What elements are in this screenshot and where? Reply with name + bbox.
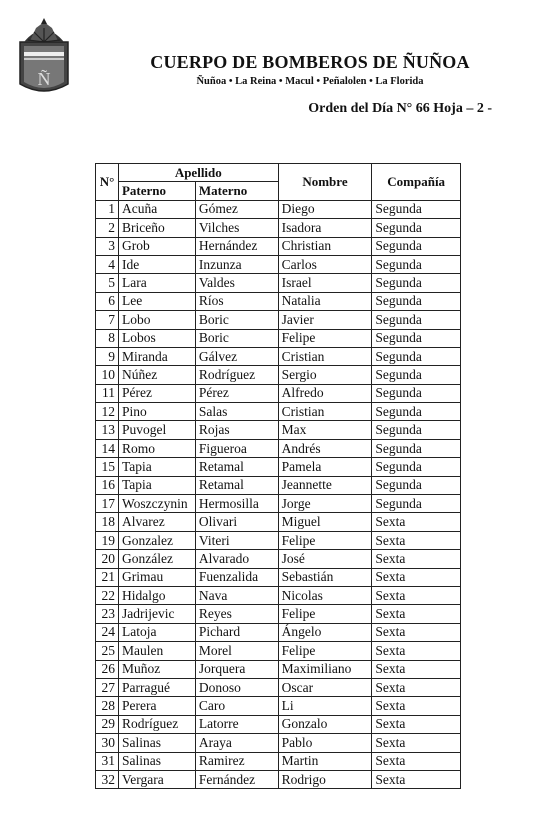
compania-cell: Sexta bbox=[372, 623, 461, 641]
table-row bbox=[96, 292, 461, 310]
materno-cell: Valdes bbox=[195, 274, 278, 292]
paterno-cell: Muñoz bbox=[118, 660, 195, 678]
compania-cell: Sexta bbox=[372, 586, 461, 604]
compania-cell: Sexta bbox=[372, 770, 461, 788]
nombre-cell: Jorge bbox=[278, 495, 372, 513]
nombre-cell: Javier bbox=[278, 311, 372, 329]
roster-body bbox=[96, 200, 461, 789]
compania-cell: Sexta bbox=[372, 697, 461, 715]
paterno-cell: Vergara bbox=[118, 770, 195, 788]
header-compania: Compañía bbox=[372, 164, 461, 201]
nombre-cell: Alfredo bbox=[278, 384, 372, 402]
materno-cell: Gálvez bbox=[195, 347, 278, 365]
materno-cell: Nava bbox=[195, 586, 278, 604]
row-number: 18 bbox=[96, 513, 119, 531]
materno-cell: Fuenzalida bbox=[195, 568, 278, 586]
row-number: 29 bbox=[96, 715, 119, 733]
paterno-cell: Ide bbox=[118, 255, 195, 273]
compania-cell: Sexta bbox=[372, 550, 461, 568]
materno-cell: Fernández bbox=[195, 770, 278, 788]
paterno-cell: Alvarez bbox=[118, 513, 195, 531]
compania-cell: Segunda bbox=[372, 495, 461, 513]
paterno-cell: Maulen bbox=[118, 642, 195, 660]
paterno-cell: Hidalgo bbox=[118, 586, 195, 604]
compania-cell: Segunda bbox=[372, 311, 461, 329]
row-number: 14 bbox=[96, 439, 119, 457]
row-number: 21 bbox=[96, 568, 119, 586]
paterno-cell: Acuña bbox=[118, 200, 195, 218]
paterno-cell: Lobo bbox=[118, 311, 195, 329]
table-row bbox=[96, 770, 461, 788]
nombre-cell: Natalia bbox=[278, 292, 372, 310]
table-row bbox=[96, 586, 461, 604]
materno-cell: Pichard bbox=[195, 623, 278, 641]
row-number: 15 bbox=[96, 458, 119, 476]
paterno-cell: Lobos bbox=[118, 329, 195, 347]
table-row bbox=[96, 219, 461, 237]
header-paterno: Paterno bbox=[118, 182, 195, 200]
order-of-day: Orden del Día N° 66 Hoja – 2 - bbox=[308, 101, 492, 116]
row-number: 22 bbox=[96, 586, 119, 604]
paterno-cell: González bbox=[118, 550, 195, 568]
paterno-cell: Romo bbox=[118, 439, 195, 457]
compania-cell: Segunda bbox=[372, 366, 461, 384]
table-row bbox=[96, 642, 461, 660]
nombre-cell: Max bbox=[278, 421, 372, 439]
paterno-cell: Tapia bbox=[118, 458, 195, 476]
materno-cell: Ríos bbox=[195, 292, 278, 310]
row-number: 32 bbox=[96, 770, 119, 788]
paterno-cell: Woszczynin bbox=[118, 495, 195, 513]
row-number: 2 bbox=[96, 219, 119, 237]
nombre-cell: Maximiliano bbox=[278, 660, 372, 678]
row-number: 23 bbox=[96, 605, 119, 623]
row-number: 30 bbox=[96, 734, 119, 752]
nombre-cell: Sergio bbox=[278, 366, 372, 384]
nombre-cell: Oscar bbox=[278, 678, 372, 696]
table-row bbox=[96, 623, 461, 641]
row-number: 9 bbox=[96, 347, 119, 365]
row-number: 24 bbox=[96, 623, 119, 641]
nombre-cell: Christian bbox=[278, 237, 372, 255]
table-row bbox=[96, 458, 461, 476]
nombre-cell: Felipe bbox=[278, 329, 372, 347]
nombre-cell: Gonzalo bbox=[278, 715, 372, 733]
nombre-cell: Pablo bbox=[278, 734, 372, 752]
paterno-cell: Perera bbox=[118, 697, 195, 715]
materno-cell: Jorquera bbox=[195, 660, 278, 678]
row-number: 17 bbox=[96, 495, 119, 513]
paterno-cell: Parragué bbox=[118, 678, 195, 696]
paterno-cell: Miranda bbox=[118, 347, 195, 365]
materno-cell: Olivari bbox=[195, 513, 278, 531]
compania-cell: Sexta bbox=[372, 531, 461, 549]
table-row bbox=[96, 237, 461, 255]
materno-cell: Caro bbox=[195, 697, 278, 715]
nombre-cell: Andrés bbox=[278, 439, 372, 457]
compania-cell: Segunda bbox=[372, 403, 461, 421]
row-number: 1 bbox=[96, 200, 119, 218]
row-number: 12 bbox=[96, 403, 119, 421]
table-row bbox=[96, 715, 461, 733]
materno-cell: Ramirez bbox=[195, 752, 278, 770]
materno-cell: Hernández bbox=[195, 237, 278, 255]
table-row bbox=[96, 697, 461, 715]
materno-cell: Retamal bbox=[195, 458, 278, 476]
paterno-cell: Grob bbox=[118, 237, 195, 255]
compania-cell: Segunda bbox=[372, 237, 461, 255]
nombre-cell: Cristian bbox=[278, 403, 372, 421]
materno-cell: Viteri bbox=[195, 531, 278, 549]
compania-cell: Sexta bbox=[372, 715, 461, 733]
page-title: CUERPO DE BOMBEROS DE ÑUÑOA bbox=[150, 52, 470, 72]
row-number: 13 bbox=[96, 421, 119, 439]
header-row bbox=[96, 164, 461, 182]
materno-cell: Figueroa bbox=[195, 439, 278, 457]
nombre-cell: Felipe bbox=[278, 531, 372, 549]
page-subtitle: Ñuñoa • La Reina • Macul • Peñalolen • La Florida bbox=[196, 76, 424, 87]
row-number: 27 bbox=[96, 678, 119, 696]
table-row bbox=[96, 550, 461, 568]
table-row bbox=[96, 495, 461, 513]
row-number: 28 bbox=[96, 697, 119, 715]
nombre-cell: Felipe bbox=[278, 605, 372, 623]
materno-cell: Reyes bbox=[195, 605, 278, 623]
row-number: 5 bbox=[96, 274, 119, 292]
row-number: 20 bbox=[96, 550, 119, 568]
compania-cell: Segunda bbox=[372, 255, 461, 273]
row-number: 25 bbox=[96, 642, 119, 660]
table-row bbox=[96, 311, 461, 329]
materno-cell: Gómez bbox=[195, 200, 278, 218]
paterno-cell: Puvogel bbox=[118, 421, 195, 439]
row-number: 8 bbox=[96, 329, 119, 347]
table-row bbox=[96, 605, 461, 623]
nombre-cell: Israel bbox=[278, 274, 372, 292]
table-row bbox=[96, 347, 461, 365]
compania-cell: Sexta bbox=[372, 642, 461, 660]
compania-cell: Segunda bbox=[372, 421, 461, 439]
paterno-cell: Lee bbox=[118, 292, 195, 310]
header-materno: Materno bbox=[195, 182, 278, 200]
row-number: 6 bbox=[96, 292, 119, 310]
paterno-cell: Jadrijevic bbox=[118, 605, 195, 623]
compania-cell: Segunda bbox=[372, 219, 461, 237]
paterno-cell: Briceño bbox=[118, 219, 195, 237]
nombre-cell: Carlos bbox=[278, 255, 372, 273]
compania-cell: Sexta bbox=[372, 605, 461, 623]
materno-cell: Rodríguez bbox=[195, 366, 278, 384]
compania-cell: Sexta bbox=[372, 568, 461, 586]
nombre-cell: Nicolas bbox=[278, 586, 372, 604]
table-row bbox=[96, 421, 461, 439]
table-row bbox=[96, 752, 461, 770]
nombre-cell: Sebastián bbox=[278, 568, 372, 586]
row-number: 3 bbox=[96, 237, 119, 255]
table-row bbox=[96, 439, 461, 457]
nombre-cell: Miguel bbox=[278, 513, 372, 531]
logo-letter: Ñ bbox=[37, 69, 51, 89]
header-nombre: Nombre bbox=[278, 164, 372, 201]
table-row bbox=[96, 200, 461, 218]
table-row bbox=[96, 366, 461, 384]
row-number: 7 bbox=[96, 311, 119, 329]
paterno-cell: Lara bbox=[118, 274, 195, 292]
nombre-cell: Cristian bbox=[278, 347, 372, 365]
materno-cell: Retamal bbox=[195, 476, 278, 494]
paterno-cell: Núñez bbox=[118, 366, 195, 384]
compania-cell: Sexta bbox=[372, 752, 461, 770]
table-row bbox=[96, 255, 461, 273]
table-row bbox=[96, 734, 461, 752]
materno-cell: Pérez bbox=[195, 384, 278, 402]
nombre-cell: Pamela bbox=[278, 458, 372, 476]
materno-cell: Vilches bbox=[195, 219, 278, 237]
nombre-cell: Isadora bbox=[278, 219, 372, 237]
nombre-cell: Li bbox=[278, 697, 372, 715]
nombre-cell: Felipe bbox=[278, 642, 372, 660]
compania-cell: Segunda bbox=[372, 274, 461, 292]
row-number: 11 bbox=[96, 384, 119, 402]
compania-cell: Segunda bbox=[372, 200, 461, 218]
compania-cell: Segunda bbox=[372, 458, 461, 476]
table-row bbox=[96, 384, 461, 402]
paterno-cell: Pérez bbox=[118, 384, 195, 402]
materno-cell: Morel bbox=[195, 642, 278, 660]
header-num: N° bbox=[96, 164, 119, 201]
table-row bbox=[96, 476, 461, 494]
paterno-cell: Salinas bbox=[118, 752, 195, 770]
table-row bbox=[96, 531, 461, 549]
nombre-cell: Rodrigo bbox=[278, 770, 372, 788]
nombre-cell: Martin bbox=[278, 752, 372, 770]
paterno-cell: Pino bbox=[118, 403, 195, 421]
fire-department-logo bbox=[16, 14, 72, 98]
shield-emblem-icon bbox=[16, 14, 72, 98]
compania-cell: Segunda bbox=[372, 384, 461, 402]
paterno-cell: Latoja bbox=[118, 623, 195, 641]
compania-cell: Sexta bbox=[372, 660, 461, 678]
table-row bbox=[96, 513, 461, 531]
table-row bbox=[96, 274, 461, 292]
materno-cell: Inzunza bbox=[195, 255, 278, 273]
compania-cell: Segunda bbox=[372, 439, 461, 457]
header-apellido: Apellido bbox=[118, 164, 278, 182]
compania-cell: Segunda bbox=[372, 292, 461, 310]
materno-cell: Boric bbox=[195, 329, 278, 347]
paterno-cell: Gonzalez bbox=[118, 531, 195, 549]
nombre-cell: José bbox=[278, 550, 372, 568]
compania-cell: Segunda bbox=[372, 476, 461, 494]
materno-cell: Latorre bbox=[195, 715, 278, 733]
table-row bbox=[96, 678, 461, 696]
materno-cell: Donoso bbox=[195, 678, 278, 696]
nombre-cell: Diego bbox=[278, 200, 372, 218]
materno-cell: Salas bbox=[195, 403, 278, 421]
materno-cell: Hermosilla bbox=[195, 495, 278, 513]
table-row bbox=[96, 329, 461, 347]
row-number: 16 bbox=[96, 476, 119, 494]
compania-cell: Segunda bbox=[372, 329, 461, 347]
compania-cell: Sexta bbox=[372, 678, 461, 696]
row-number: 19 bbox=[96, 531, 119, 549]
materno-cell: Alvarado bbox=[195, 550, 278, 568]
paterno-cell: Salinas bbox=[118, 734, 195, 752]
materno-cell: Araya bbox=[195, 734, 278, 752]
compania-cell: Sexta bbox=[372, 513, 461, 531]
paterno-cell: Rodríguez bbox=[118, 715, 195, 733]
compania-cell: Segunda bbox=[372, 347, 461, 365]
nombre-cell: Jeannette bbox=[278, 476, 372, 494]
roster-table bbox=[95, 163, 461, 789]
table-row bbox=[96, 403, 461, 421]
materno-cell: Rojas bbox=[195, 421, 278, 439]
row-number: 10 bbox=[96, 366, 119, 384]
paterno-cell: Grimau bbox=[118, 568, 195, 586]
table-row bbox=[96, 660, 461, 678]
table-row bbox=[96, 568, 461, 586]
row-number: 26 bbox=[96, 660, 119, 678]
paterno-cell: Tapia bbox=[118, 476, 195, 494]
row-number: 31 bbox=[96, 752, 119, 770]
compania-cell: Sexta bbox=[372, 734, 461, 752]
nombre-cell: Ángelo bbox=[278, 623, 372, 641]
materno-cell: Boric bbox=[195, 311, 278, 329]
row-number: 4 bbox=[96, 255, 119, 273]
